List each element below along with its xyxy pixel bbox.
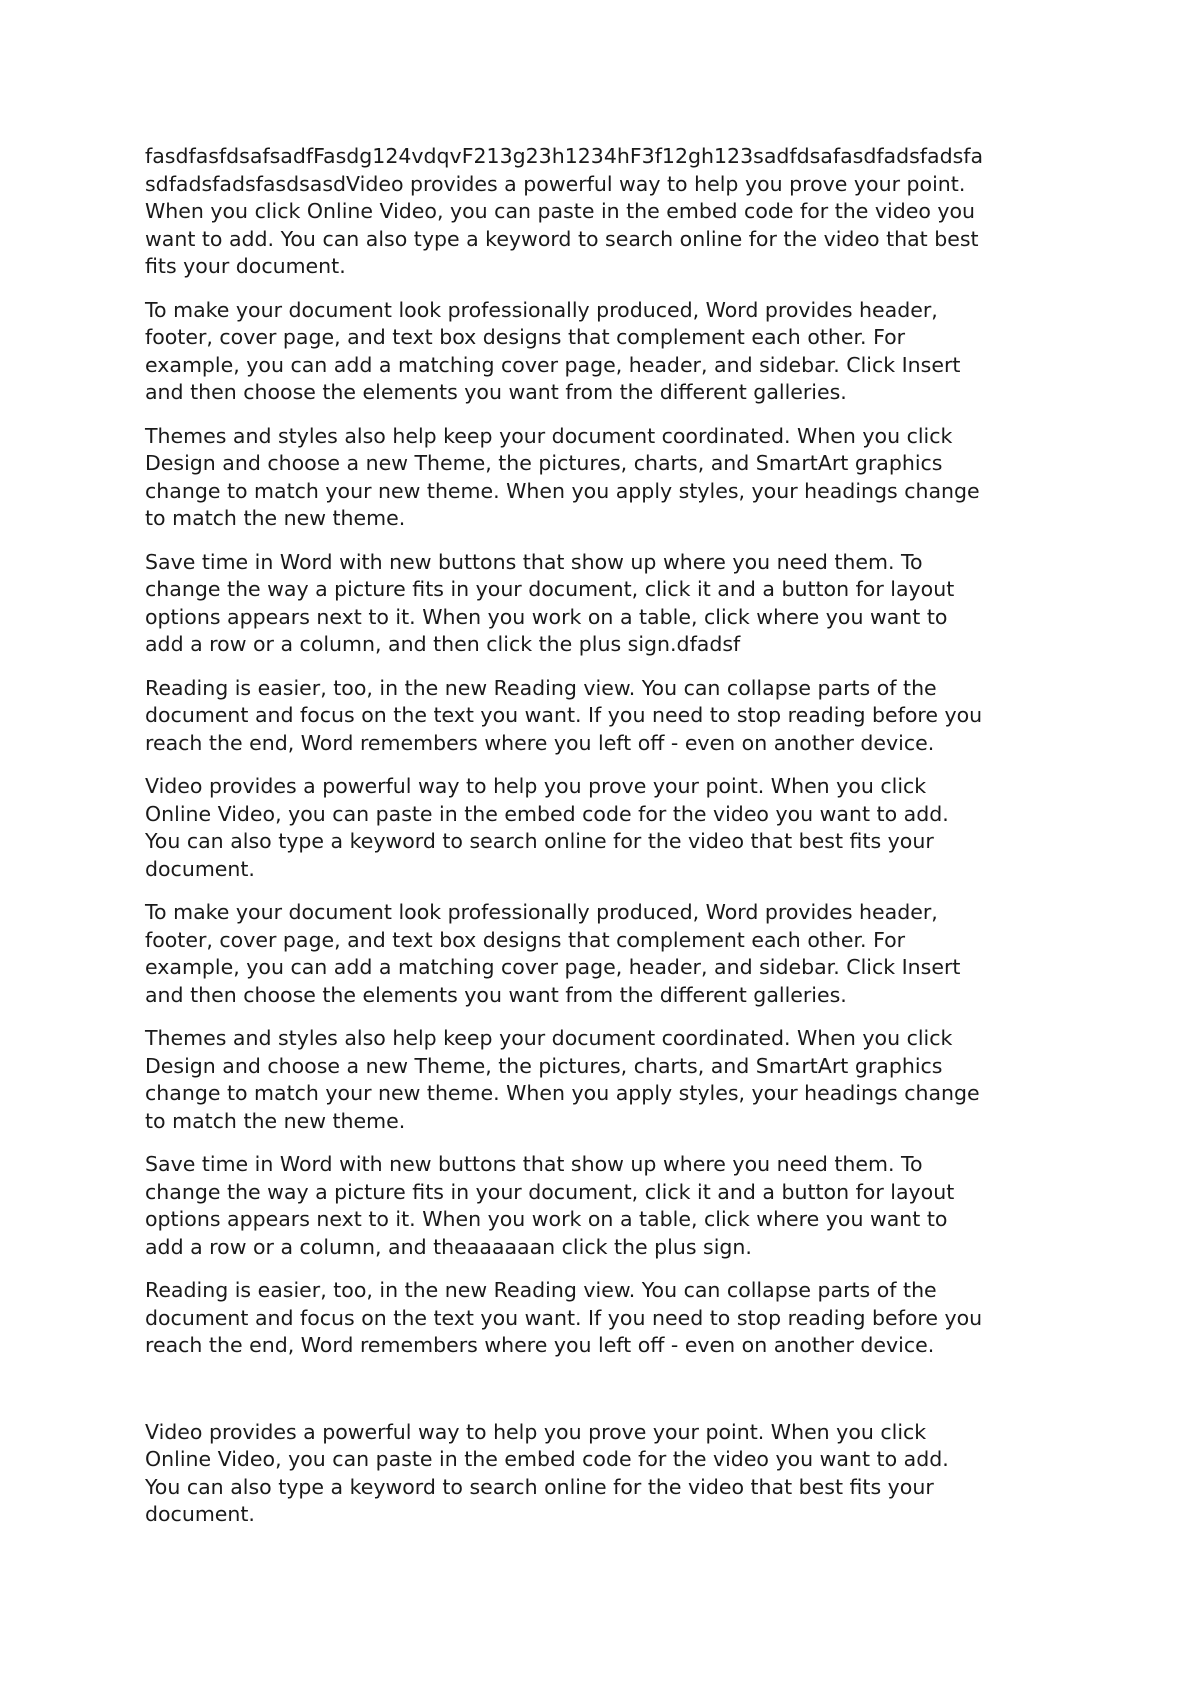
paragraph-10: Reading is easier, too, in the new Reading view. You can collapse parts of the document and focus on the text you want. If you need to stop reading before you reach the end, Word remembers where you left off - even on another device.	[145, 1278, 983, 1357]
paragraph-2: To make your document look professionally produced, Word provides header, footer, cover page, and text box designs that complement each other. For example, you can add a matching cover page, header, and sidebar. Click Insert and then choose the elements you want from the different galleries.	[145, 297, 961, 404]
paragraph-1: fasdfasfdsafsadfFasdg124vdqvF213g23h1234hF3f12gh123sadfdsafasdfadsfadsfa sdfadsfadsfasdsasdVideo provides a powerful way to help you prove your point. When you click Online Video, you can paste in the embed code for the video you want to add. You can also type a keyword to search online for the video that best fits your document.	[145, 144, 984, 278]
document-body	[145, 143, 1065, 1545]
paragraph-11: Video provides a powerful way to help you prove your point. When you click Online Video, you can paste in the embed code for the video you want to add. You can also type a keyword to search online for the video that best fits your document.	[145, 1419, 949, 1526]
paragraph-7: To make your document look professionally produced, Word provides header, footer, cover page, and text box designs that complement each other. For example, you can add a matching cover page, header, and sidebar. Click Insert and then choose the elements you want from the different galleries.	[145, 900, 961, 1007]
paragraph-3: Themes and styles also help keep your document coordinated. When you click Design and choose a new Theme, the pictures, charts, and SmartArt graphics change to match your new theme. When you apply styles, your headings change to match the new theme.	[145, 423, 980, 530]
paragraph-9: Save time in Word with new buttons that show up where you need them. To change the way a picture fits in your document, click it and a button for layout options appears next to it. When you work on a table, click where you want to add a row or a column, and theaaaaaan click the plus sign.	[145, 1152, 955, 1259]
paragraph-6: Video provides a powerful way to help you prove your point. When you click Online Video, you can paste in the embed code for the video you want to add. You can also type a keyword to search online for the video that best fits your document.	[145, 774, 949, 881]
paragraph-4: Save time in Word with new buttons that show up where you need them. To change the way a picture fits in your document, click it and a button for layout options appears next to it. When you work on a table, click where you want to add a row or a column, and then click the plus sign.dfadsf	[145, 549, 955, 656]
paragraph-5: Reading is easier, too, in the new Reading view. You can collapse parts of the document and focus on the text you want. If you need to stop reading before you reach the end, Word remembers where you left off - even on another device.	[145, 675, 983, 755]
paragraph-8: Themes and styles also help keep your document coordinated. When you click Design and choose a new Theme, the pictures, charts, and SmartArt graphics change to match your new theme. When you apply styles, your headings change to match the new theme.	[145, 1026, 980, 1133]
